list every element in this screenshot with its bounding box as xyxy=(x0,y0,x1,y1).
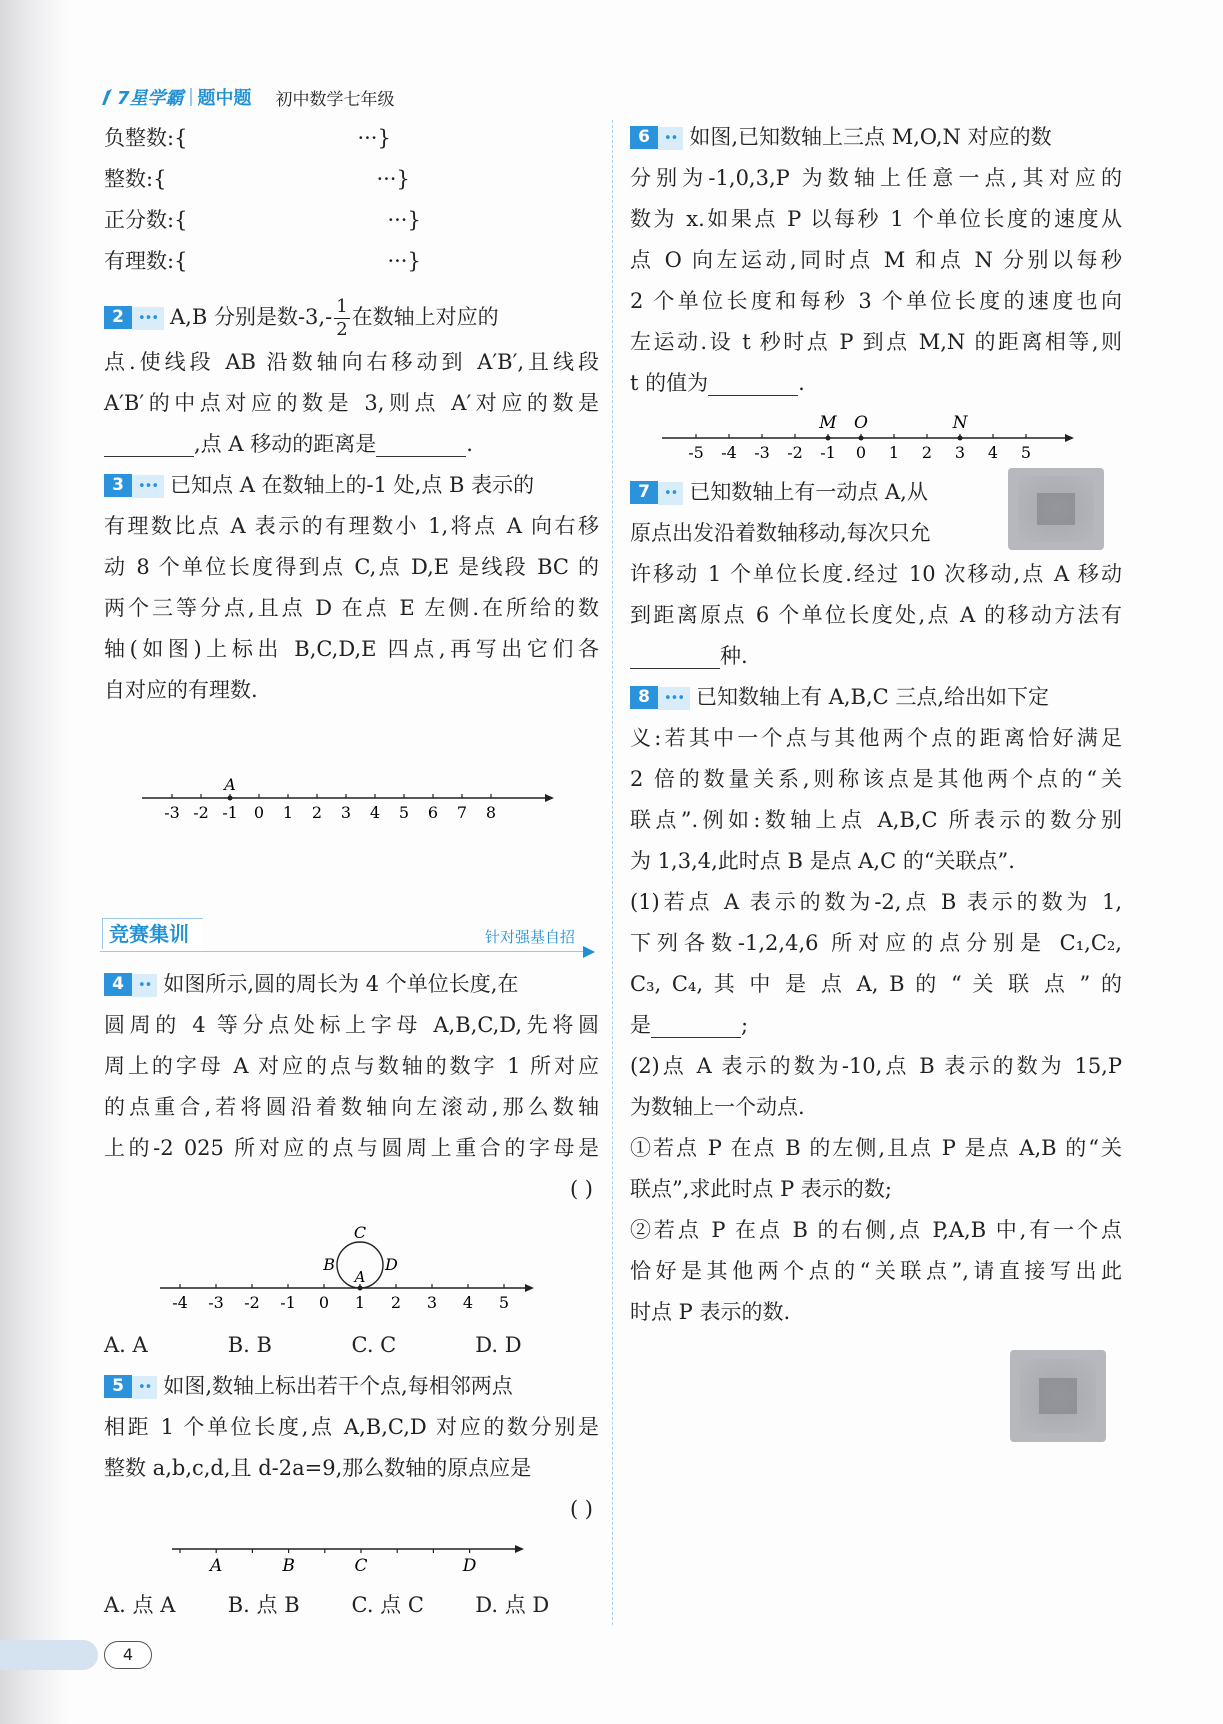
axis-tick-label: -1 xyxy=(222,803,238,822)
number-line-q3 xyxy=(140,770,560,830)
point-label: A xyxy=(210,1556,223,1576)
brand-mark-icon xyxy=(100,87,114,107)
question-number: 6 xyxy=(630,126,658,149)
option-a[interactable]: A. 点 A xyxy=(104,1593,176,1617)
difficulty-stars-icon: •• xyxy=(132,974,157,997)
axis-tick-label: 2 xyxy=(311,803,323,822)
qr-code-image xyxy=(1008,468,1104,550)
axis-point xyxy=(958,436,963,441)
axis-tick-label: 0 xyxy=(253,803,265,822)
axis-tick-label: 8 xyxy=(485,803,497,822)
axis-tick-label: -2 xyxy=(193,803,209,822)
question-4: 4 •• 如图所示,圆的周长为 4 个单位长度,在 圆周的 4 等分点处标上字母 A,B,C,D,先将圆 周上的字母 A 对应的点与数轴的数字 1 所对应 的点重合,若将圆沿着数轴向左滚动,那么数轴 上的-2 025 所对应的点与圆周上重合的字母是 ( ) xyxy=(104,964,599,1210)
axis-tick-label: 4 xyxy=(987,443,999,462)
axis-tick-label: 0 xyxy=(318,1293,330,1312)
axis-tick-label: -3 xyxy=(208,1293,224,1312)
axis-point xyxy=(859,436,864,441)
number-line-q4 xyxy=(160,1212,540,1322)
axis-tick-label: -4 xyxy=(172,1293,188,1312)
axis-tick-label: 5 xyxy=(498,1293,510,1312)
axis-tick-label: 5 xyxy=(398,803,410,822)
axis-point xyxy=(826,436,831,441)
question-number: 4 xyxy=(104,973,132,996)
difficulty-stars-icon: •• xyxy=(658,482,683,505)
axis-tick-label: -2 xyxy=(244,1293,260,1312)
set-row-negative-integers: 负整数:{ ···} xyxy=(104,126,391,150)
question-number: 8 xyxy=(630,686,658,709)
axis-tick-label: 1 xyxy=(888,443,900,462)
axis-arrow-icon xyxy=(1065,434,1074,442)
options-q4 xyxy=(104,1325,599,1366)
axis-tick-label: 4 xyxy=(369,803,381,822)
axis-tick-label: 7 xyxy=(456,803,468,822)
left-column xyxy=(104,118,599,711)
axis-tick-label: -3 xyxy=(164,803,180,822)
axis-tick-label: 2 xyxy=(390,1293,402,1312)
difficulty-stars-icon: ••• xyxy=(132,475,164,498)
axis-tick-label: 3 xyxy=(954,443,966,462)
point-label: A xyxy=(224,775,236,794)
axis-tick-label: -5 xyxy=(688,443,704,462)
point-label: D xyxy=(462,1556,477,1576)
option-c[interactable]: C. 点 C xyxy=(351,1593,424,1617)
axis-tick-label: -1 xyxy=(820,443,836,462)
circle-label-bottom: A xyxy=(354,1268,366,1286)
point-label: M xyxy=(819,413,837,433)
circle-point xyxy=(358,1286,363,1291)
section-title: 竞赛集训 xyxy=(102,918,203,949)
axis-tick-label: 1 xyxy=(282,803,294,822)
axis-tick-label: 6 xyxy=(427,803,439,822)
point-label: B xyxy=(282,1556,295,1576)
axis-tick-label: 4 xyxy=(462,1293,474,1312)
question-number: 5 xyxy=(104,1375,132,1398)
arrow-icon xyxy=(583,946,595,958)
circle-label-top: C xyxy=(353,1223,367,1242)
answer-blank[interactable] xyxy=(104,430,194,457)
point-label: C xyxy=(354,1556,368,1576)
question-number: 7 xyxy=(630,481,658,504)
axis-tick-label: -2 xyxy=(787,443,803,462)
option-b[interactable]: B. B xyxy=(227,1333,272,1357)
right-column xyxy=(630,117,1122,404)
answer-blank[interactable] xyxy=(376,430,466,457)
answer-blank[interactable] xyxy=(651,1011,741,1038)
question-8: 8 ••• 已知数轴上有 A,B,C 三点,给出如下定 义:若其中一个点与其他两个点的距离恰好满足 2 倍的数量关系,则称该点是其他两个点的“关 联点”.例如:数轴上点 A,B,C 所表示的数分别 为 1,3,4,此时点 B 是点 A,C 的“关联点”. (1)若点 A 表示的数为-2,点 B 表示的数为 1, 下列各数-1,2,4,6 所对应的点分别是 C₁,C₂, C₃, C₄, 其 中 是 点 A, B 的 “ 关 联 点 ” 的 是 ; (2)点 A 表示的数为-10,点 B 表示的数为 15,P 为数轴上一个动点. ①若点 P 在点 B 的左侧,且点 P 是点 A,B 的“关 联点”,求此时点 P 表示的数; ②若点 P 在点 B 的右侧,点 P,A,B 中,有一个点 恰好是其他两个点的“关联点”,请直接写出此 时点 P 表示的数. xyxy=(630,685,1122,1324)
brand-name: 7星学霸 xyxy=(117,88,184,109)
number-line-q6 xyxy=(660,404,1080,474)
axis-tick-label: 0 xyxy=(855,443,867,462)
brand-separator xyxy=(190,88,192,106)
circle-label-left: B xyxy=(323,1255,335,1274)
difficulty-stars-icon: •• xyxy=(658,127,683,150)
circle-label-right: D xyxy=(385,1255,398,1274)
page-number-bar xyxy=(0,1640,98,1670)
qr-code-image xyxy=(1010,1350,1106,1442)
option-d[interactable]: D. 点 D xyxy=(475,1593,550,1617)
question-2: 2 ••• A,B 分别是数-3,- $\frac{1}{2}$ 在数轴上对应的 点.使线段 AB 沿数轴向右移动到 A′B′,且线段 A′B′的中点对应的数是 3,则点 A′对应的数是 ,点 A 移动的距离是 . xyxy=(104,296,599,456)
difficulty-stars-icon: ••• xyxy=(658,687,690,710)
axis-tick-label: -1 xyxy=(280,1293,296,1312)
axis-tick-label: -4 xyxy=(721,443,737,462)
fraction: $\frac{1}{2}$ xyxy=(336,296,348,340)
brand-subtitle: 题中题 xyxy=(197,88,252,109)
set-row-integers: 整数:{ ···} xyxy=(104,167,410,191)
option-d[interactable]: D. D xyxy=(475,1333,522,1357)
answer-paren[interactable]: ( ) xyxy=(569,1177,593,1201)
number-line-q5 xyxy=(170,1535,530,1585)
column-divider xyxy=(612,120,613,1625)
answer-paren[interactable]: ( ) xyxy=(569,1497,593,1521)
point-label: O xyxy=(854,413,868,433)
answer-blank[interactable] xyxy=(708,369,798,396)
axis-tick-label: 3 xyxy=(426,1293,438,1312)
difficulty-stars-icon: •• xyxy=(132,1376,157,1399)
question-5: 5 •• 如图,数轴上标出若干个点,每相邻两点 相距 1 个单位长度,点 A,B,C,D 对应的数分别是 整数 a,b,c,d,且 d-2a=9,那么数轴的原点应是 ( ) xyxy=(104,1366,599,1530)
question-3: 3 ••• 已知点 A 在数轴上的-1 处,点 B 表示的 有理数比点 A 表示的有理数小 1,将点 A 向右移 动 8 个单位长度得到点 C,点 D,E 是线段 BC 的 两个三等分点,且点 D 在点 E 左侧.在所给的数 轴(如图)上标出 B,C,D,E 四点,再写出它们各 自对应的有理数. xyxy=(104,473,599,702)
question-7: 7 •• 已知数轴上有一动点 A,从 原点出发沿着数轴移动,每次只允 许移动 1 个单位长度.经过 10 次移动,点 A 移动 到距离原点 6 个单位长度处,点 A 的移动方法有 种. xyxy=(630,480,1122,668)
axis-arrow-icon xyxy=(525,1284,534,1292)
point-label: N xyxy=(952,413,968,433)
page-edge-shadow xyxy=(0,0,70,1724)
question-6: 6 •• 如图,已知数轴上三点 M,O,N 对应的数 分别为-1,0,3,P 为数轴上任意一点,其对应的 数为 x.如果点 P 以每秒 1 个单位长度的速度从 点 O 向左运动,同时点 M 和点 N 分别以每秒 2 个单位长度和每秒 3 个单位长度的速度也向 左运动.设 t 秒时点 P 到点 M,N 的距离相等,则 t 的值为 . xyxy=(630,125,1122,395)
option-c[interactable]: C. C xyxy=(351,1333,397,1357)
option-a[interactable]: A. A xyxy=(104,1333,148,1357)
section-header xyxy=(100,918,595,948)
axis-tick-label: 3 xyxy=(340,803,352,822)
section-subtitle: 针对强基自招 xyxy=(484,928,575,946)
option-b[interactable]: B. 点 B xyxy=(227,1593,300,1617)
axis-arrow-icon xyxy=(545,794,554,802)
page-number: 4 xyxy=(104,1641,152,1669)
axis-tick-label: -3 xyxy=(754,443,770,462)
set-row-rationals: 有理数:{ ···} xyxy=(104,249,421,273)
options-q5 xyxy=(104,1585,599,1626)
axis-tick-label: 5 xyxy=(1020,443,1032,462)
question-number: 2 xyxy=(104,306,132,329)
set-row-positive-fractions: 正分数:{ ···} xyxy=(104,208,421,232)
point-a xyxy=(228,796,233,801)
axis-tick-label: 1 xyxy=(354,1293,366,1312)
axis-tick-label: 2 xyxy=(921,443,933,462)
axis-arrow-icon xyxy=(515,1545,524,1553)
page-header xyxy=(100,84,395,110)
book-title: 初中数学七年级 xyxy=(275,89,395,110)
answer-blank[interactable] xyxy=(630,642,720,669)
question-number: 3 xyxy=(104,474,132,497)
difficulty-stars-icon: ••• xyxy=(132,307,164,330)
